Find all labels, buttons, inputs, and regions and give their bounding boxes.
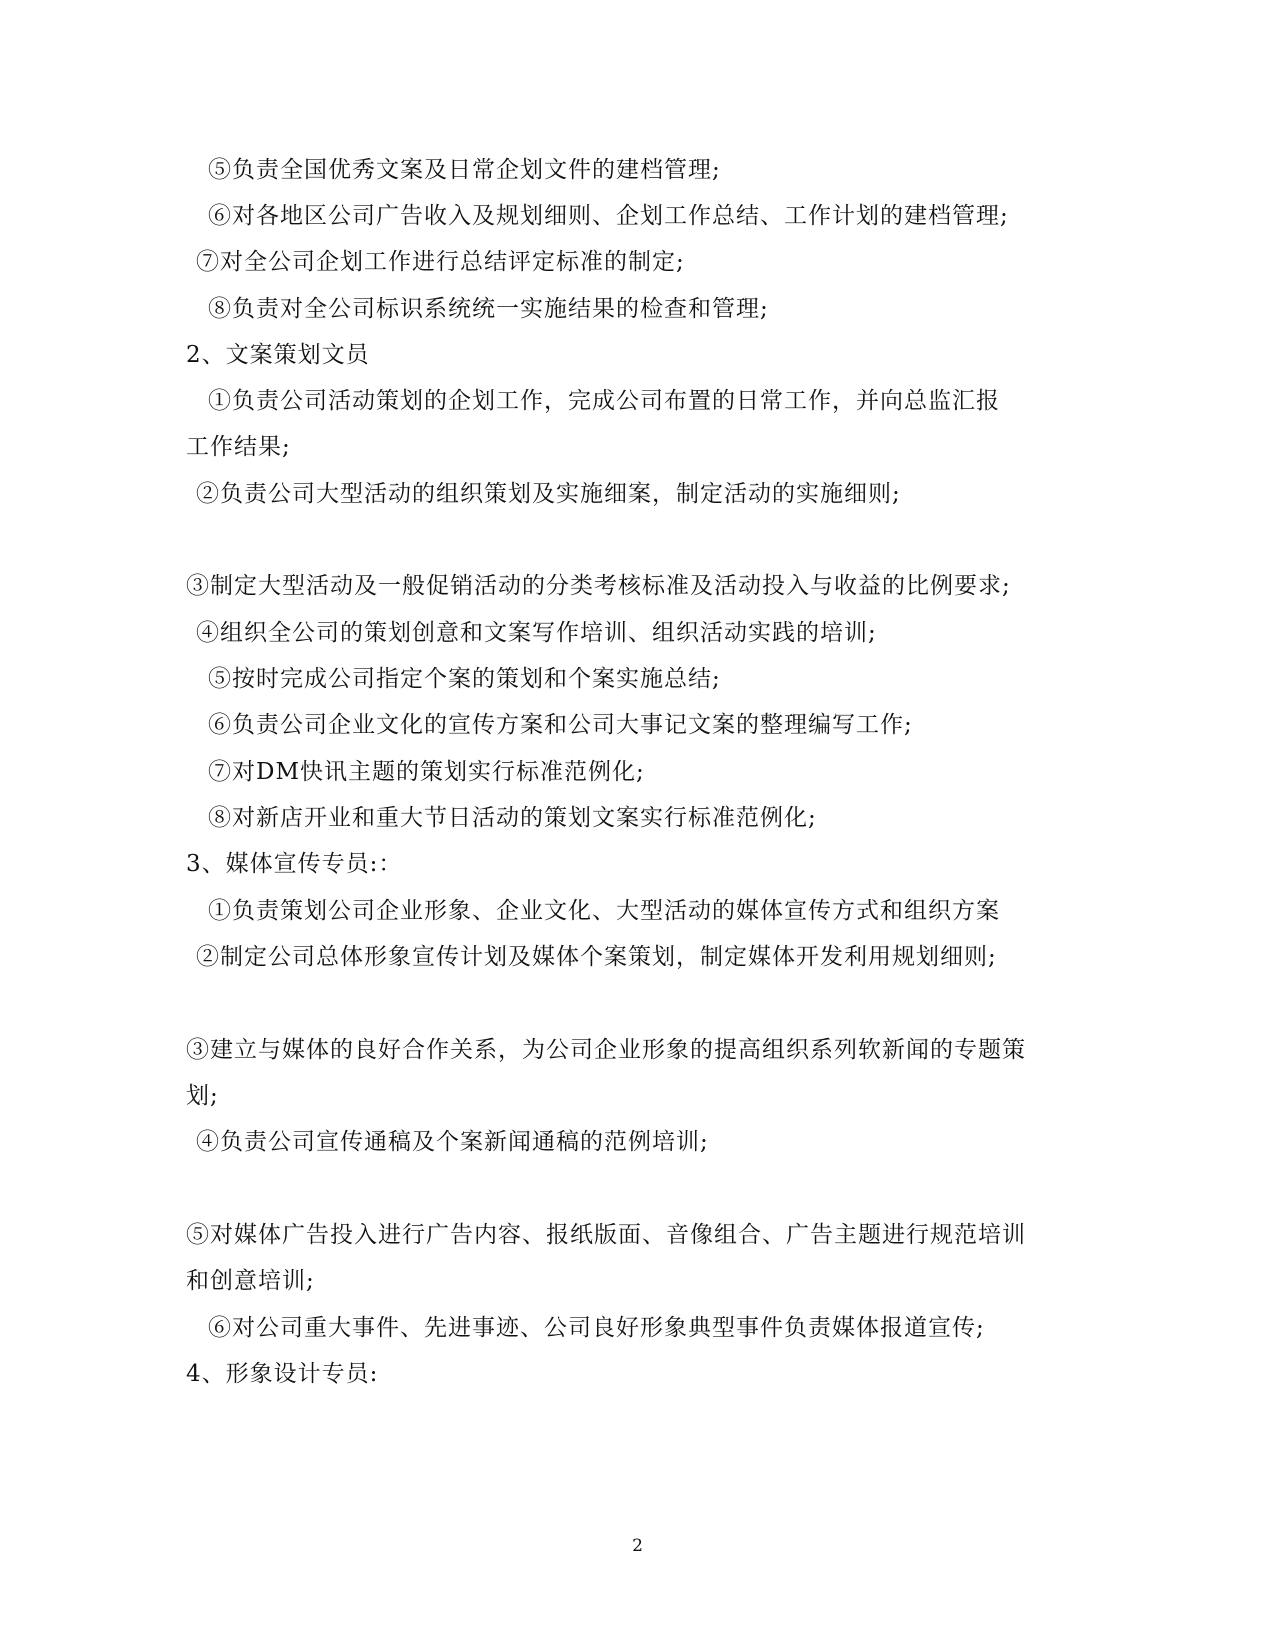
text-line: ③制定大型活动及一般促销活动的分类考核标准及活动投入与收益的比例要求;: [186, 573, 1011, 599]
text-line: ①负责公司活动策划的企划工作，完成公司布置的日常工作，并向总监汇报: [208, 388, 1000, 414]
text-line: ⑤负责全国优秀文案及日常企划文件的建档管理;: [208, 157, 721, 183]
section-heading: 2、文案策划文员: [186, 342, 370, 368]
text-line: 和创意培训;: [186, 1268, 315, 1294]
text-line: ①负责策划公司企业形象、企业文化、大型活动的媒体宣传方式和组织方案: [208, 898, 1000, 924]
text-line: 工作结果;: [186, 434, 291, 460]
text-line: ⑥负责公司企业文化的宣传方案和公司大事记文案的整理编写工作;: [208, 712, 913, 738]
section-heading: 3、媒体宣传专员:：: [186, 851, 403, 877]
text-line: ⑧负责对全公司标识系统统一实施结果的检查和管理;: [208, 296, 769, 322]
text-line: ⑧对新店开业和重大节日活动的策划文案实行标准范例化;: [208, 805, 817, 831]
text-line: ③建立与媒体的良好合作关系，为公司企业形象的提高组织系列软新闻的专题策: [186, 1037, 1026, 1063]
text-line: ②制定公司总体形象宣传计划及媒体个案策划，制定媒体开发利用规划细则;: [196, 944, 997, 970]
text-line: ④负责公司宣传通稿及个案新闻通稿的范例培训;: [196, 1129, 709, 1155]
text-line: ②负责公司大型活动的组织策划及实施细案，制定活动的实施细则;: [196, 481, 901, 507]
text-line: ⑤按时完成公司指定个案的策划和个案实施总结;: [208, 666, 721, 692]
section-heading: 4、形象设计专员:: [186, 1361, 379, 1387]
text-line: ⑦对DM快讯主题的策划实行标准范例化;: [208, 759, 645, 785]
text-line: ⑥对公司重大事件、先进事迹、公司良好形象典型事件负责媒体报道宣传;: [208, 1315, 985, 1341]
text-line: ④组织全公司的策划创意和文案写作培训、组织活动实践的培训;: [196, 620, 877, 646]
text-line: 划;: [186, 1083, 219, 1109]
text-line: ⑥对各地区公司广告收入及规划细则、企划工作总结、工作计划的建档管理;: [208, 203, 1009, 229]
text-line: ⑦对全公司企划工作进行总结评定标准的制定;: [196, 249, 685, 275]
text-line: ⑤对媒体广告投入进行广告内容、报纸版面、音像组合、广告主题进行规范培训: [186, 1222, 1026, 1248]
page-number: 2: [632, 1536, 643, 1556]
